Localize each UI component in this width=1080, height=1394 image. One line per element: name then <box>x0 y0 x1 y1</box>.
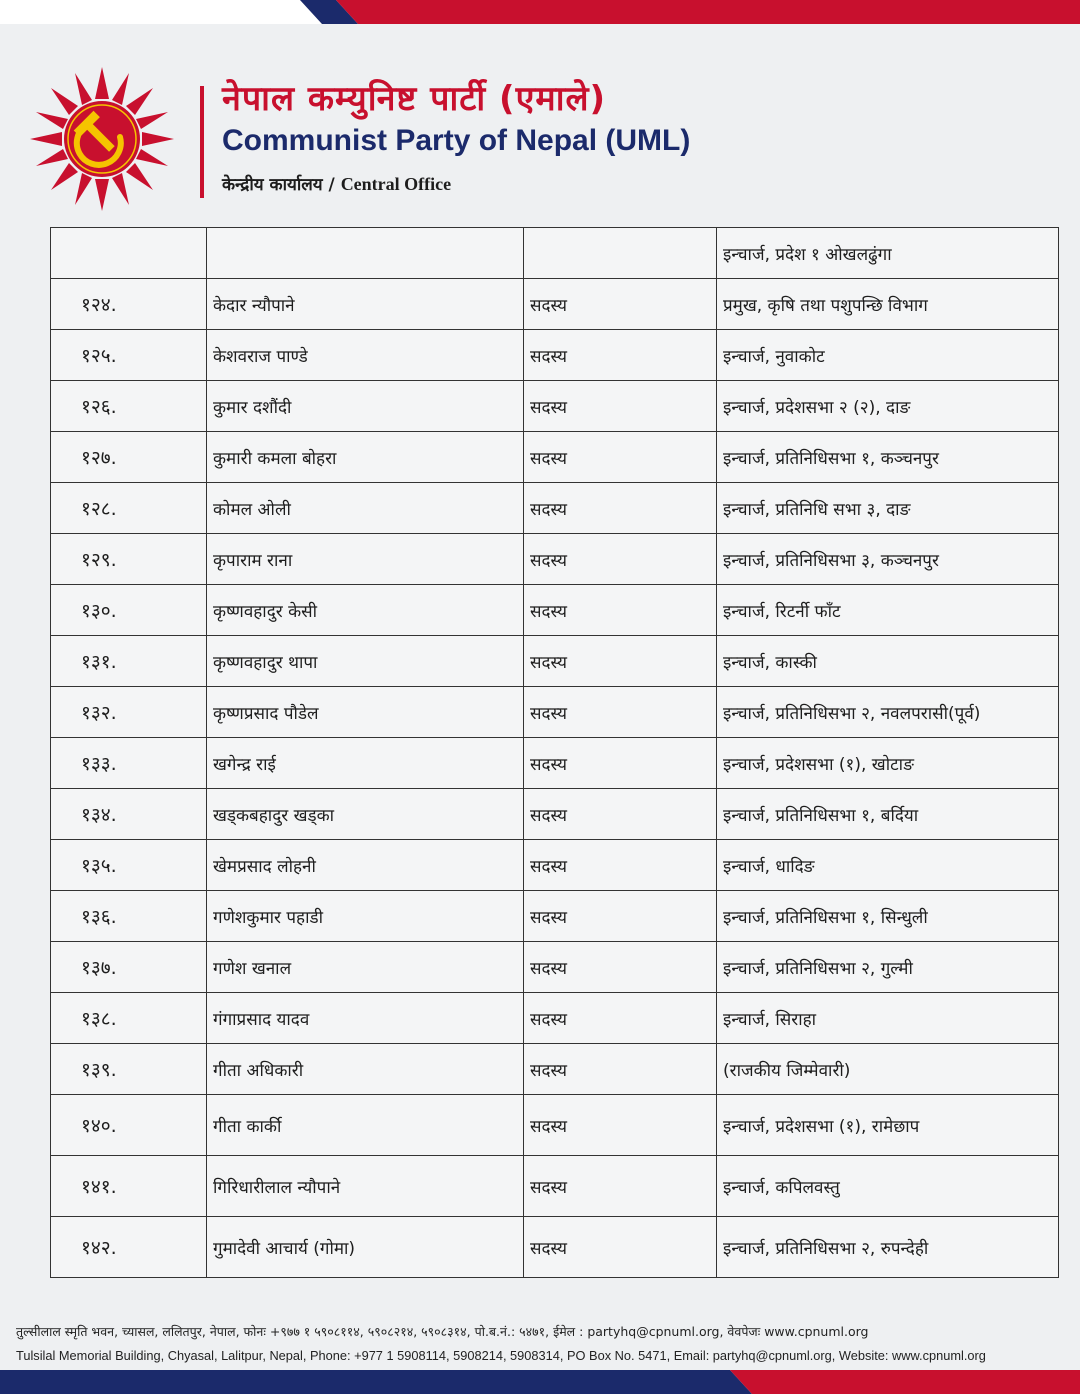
row-number: १३५. <box>51 840 207 891</box>
table-row <box>51 228 1059 279</box>
member-name: केशवराज पाण्डे <box>207 330 524 381</box>
row-number: १२९. <box>51 534 207 585</box>
member-name: कुमार दशौंदी <box>207 381 524 432</box>
member-responsibility: इन्चार्ज, प्रतिनिधिसभा १, सिन्धुली <box>717 891 1059 942</box>
row-number: १२६. <box>51 381 207 432</box>
member-role <box>524 228 717 279</box>
member-role: सदस्य <box>524 942 717 993</box>
member-responsibility: इन्चार्ज, रिटर्नी फाँट <box>717 585 1059 636</box>
table-row <box>51 1044 1059 1095</box>
member-responsibility: इन्चार्ज, धादिङ <box>717 840 1059 891</box>
member-name: गंगाप्रसाद यादव <box>207 993 524 1044</box>
table-row <box>51 636 1059 687</box>
row-number: १४१. <box>51 1156 207 1217</box>
member-responsibility: इन्चार्ज, प्रदेशसभा (१), रामेछाप <box>717 1095 1059 1156</box>
member-name: कोमल ओली <box>207 483 524 534</box>
row-number: १४२. <box>51 1217 207 1278</box>
member-role: सदस्य <box>524 738 717 789</box>
table-row <box>51 738 1059 789</box>
member-responsibility: इन्चार्ज, प्रतिनिधिसभा २, गुल्मी <box>717 942 1059 993</box>
table-row <box>51 279 1059 330</box>
member-role: सदस्य <box>524 789 717 840</box>
party-logo <box>22 64 182 214</box>
member-role: सदस्य <box>524 993 717 1044</box>
header-divider <box>200 86 204 198</box>
row-number: १२८. <box>51 483 207 534</box>
member-role: सदस्य <box>524 483 717 534</box>
row-number: १३२. <box>51 687 207 738</box>
row-number: १३८. <box>51 993 207 1044</box>
member-name: गणेशकुमार पहाडी <box>207 891 524 942</box>
top-color-band <box>0 0 1080 24</box>
table-row <box>51 1095 1059 1156</box>
member-responsibility: (राजकीय जिम्मेवारी) <box>717 1044 1059 1095</box>
member-responsibility: प्रमुख, कृषि तथा पशुपन्छि विभाग <box>717 279 1059 330</box>
member-name: कृष्णप्रसाद पौडेल <box>207 687 524 738</box>
member-responsibility: इन्चार्ज, प्रतिनिधिसभा ३, कञ्चनपुर <box>717 534 1059 585</box>
bottom-color-band <box>0 1370 1080 1394</box>
office-label <box>222 172 451 195</box>
table-row <box>51 1217 1059 1278</box>
member-role: सदस्य <box>524 1044 717 1095</box>
row-number: १२५. <box>51 330 207 381</box>
office-label-english: Central Office <box>340 174 452 194</box>
member-name: कृपाराम राना <box>207 534 524 585</box>
table-row <box>51 432 1059 483</box>
table-row <box>51 891 1059 942</box>
member-name: खगेन्द्र राई <box>207 738 524 789</box>
row-number: १३१. <box>51 636 207 687</box>
member-role: सदस्य <box>524 330 717 381</box>
row-number: १३३. <box>51 738 207 789</box>
member-name: गिरिधारीलाल न्यौपाने <box>207 1156 524 1217</box>
member-table-body <box>51 228 1059 1278</box>
member-responsibility: इन्चार्ज, नुवाकोट <box>717 330 1059 381</box>
member-name: गणेश खनाल <box>207 942 524 993</box>
member-name: गीता अधिकारी <box>207 1044 524 1095</box>
member-responsibility: इन्चार्ज, प्रतिनिधिसभा १, बर्दिया <box>717 789 1059 840</box>
table-row <box>51 1156 1059 1217</box>
member-name <box>207 228 524 279</box>
table-row <box>51 993 1059 1044</box>
row-number: १३७. <box>51 942 207 993</box>
office-label-separator: / <box>322 175 341 195</box>
member-responsibility: इन्चार्ज, प्रदेश १ ओखलढुंगा <box>717 228 1059 279</box>
member-role: सदस्य <box>524 585 717 636</box>
member-responsibility: इन्चार्ज, प्रतिनिधि सभा ३, दाङ <box>717 483 1059 534</box>
member-role: सदस्य <box>524 432 717 483</box>
member-role: सदस्य <box>524 279 717 330</box>
member-role: सदस्य <box>524 1095 717 1156</box>
member-name: गीता कार्की <box>207 1095 524 1156</box>
table-row <box>51 687 1059 738</box>
member-responsibility: इन्चार्ज, प्रदेशसभा २ (२), दाङ <box>717 381 1059 432</box>
member-role: सदस्य <box>524 1217 717 1278</box>
member-name: खड्कबहादुर खड्का <box>207 789 524 840</box>
member-role: सदस्य <box>524 534 717 585</box>
row-number: १४०. <box>51 1095 207 1156</box>
party-name-english: Communist Party of Nepal (UML) <box>222 124 691 157</box>
party-name-nepali: नेपाल कम्युनिष्ट पार्टी (एमाले) <box>222 79 607 119</box>
member-name: केदार न्यौपाने <box>207 279 524 330</box>
member-responsibility: इन्चार्ज, कास्की <box>717 636 1059 687</box>
row-number: १३९. <box>51 1044 207 1095</box>
member-responsibility: इन्चार्ज, प्रदेशसभा (१), खोटाङ <box>717 738 1059 789</box>
table-row <box>51 789 1059 840</box>
member-responsibility: इन्चार्ज, प्रतिनिधिसभा २, रुपन्देही <box>717 1217 1059 1278</box>
member-responsibility: इन्चार्ज, प्रतिनिधिसभा १, कञ्चनपुर <box>717 432 1059 483</box>
table-row <box>51 942 1059 993</box>
table-row <box>51 381 1059 432</box>
member-role: सदस्य <box>524 687 717 738</box>
footer-address-english: Tulsilal Memorial Building, Chyasal, Lalitpur, Nepal, Phone: +977 1 5908114, 5908214, 5908314, PO Box No. 5471, Email: partyhq@cpnuml.org, Website: www.cpnuml.org <box>16 1348 986 1363</box>
row-number: १३६. <box>51 891 207 942</box>
member-role: सदस्य <box>524 636 717 687</box>
table-row <box>51 585 1059 636</box>
member-role: सदस्य <box>524 1156 717 1217</box>
member-name: कृष्णवहादुर थापा <box>207 636 524 687</box>
row-number <box>51 228 207 279</box>
member-role: सदस्य <box>524 891 717 942</box>
table-row <box>51 330 1059 381</box>
member-name: कृष्णवहादुर केसी <box>207 585 524 636</box>
table-row <box>51 483 1059 534</box>
row-number: १३४. <box>51 789 207 840</box>
member-name: गुमादेवी आचार्य (गोमा) <box>207 1217 524 1278</box>
footer-address-nepali: तुल्सीलाल स्मृति भवन, च्यासल, ललितपुर, नेपाल, फोनः +९७७ १ ५९०८११४, ५९०८२१४, ५९०८३१४, पो.ब.नं.: ५४७१, ईमेल : partyhq@cpnuml.org, वेवपेजः www.cpnuml.org <box>16 1324 869 1339</box>
row-number: १२४. <box>51 279 207 330</box>
member-table <box>50 227 1059 1278</box>
member-role: सदस्य <box>524 381 717 432</box>
member-name: कुमारी कमला बोहरा <box>207 432 524 483</box>
table-row <box>51 534 1059 585</box>
row-number: १२७. <box>51 432 207 483</box>
member-role: सदस्य <box>524 840 717 891</box>
member-responsibility: इन्चार्ज, प्रतिनिधिसभा २, नवलपरासी(पूर्व) <box>717 687 1059 738</box>
row-number: १३०. <box>51 585 207 636</box>
table-row <box>51 840 1059 891</box>
office-label-nepali: केन्द्रीय कार्यालय <box>222 175 323 195</box>
member-responsibility: इन्चार्ज, कपिलवस्तु <box>717 1156 1059 1217</box>
member-name: खेमप्रसाद लोहनी <box>207 840 524 891</box>
member-responsibility: इन्चार्ज, सिराहा <box>717 993 1059 1044</box>
